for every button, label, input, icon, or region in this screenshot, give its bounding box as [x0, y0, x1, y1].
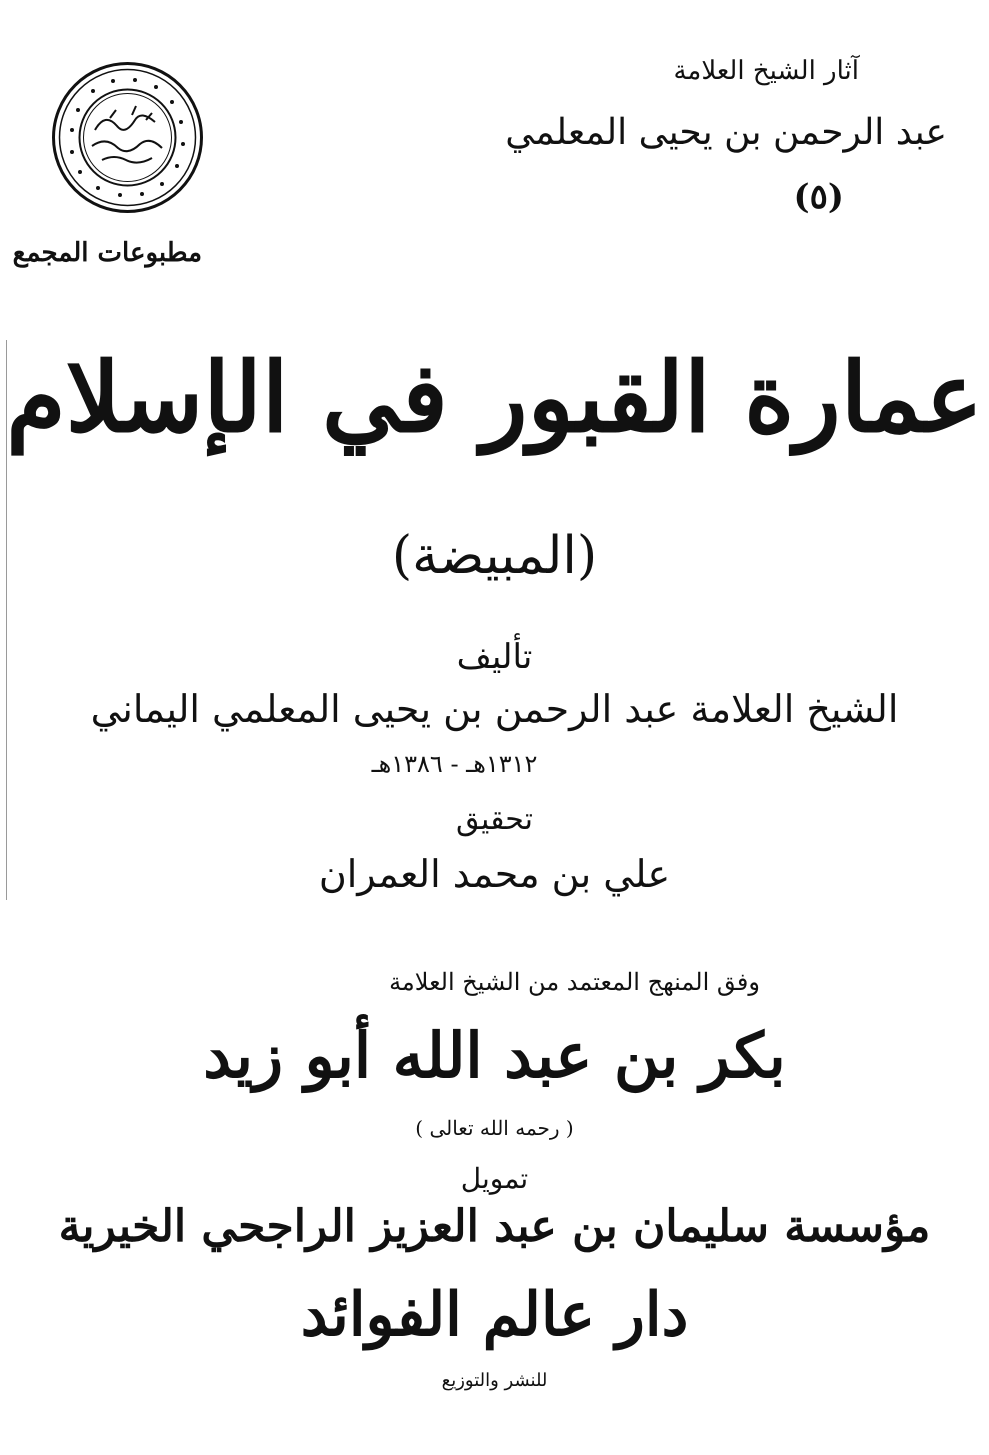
foundation-name: مؤسسة سليمان بن عبد العزيز الراجحي الخيرية — [58, 1201, 931, 1252]
funding-label: تمويل — [460, 1162, 529, 1195]
editing-label: تحقيق — [456, 802, 533, 837]
book-title: عمارة القبور في الإسلام — [6, 341, 983, 454]
book-subtitle: (المبيضة) — [391, 526, 598, 586]
series-author: عبد الرحمن بن يحيى المعلمي — [505, 112, 947, 153]
series-label: آثار الشيخ العلامة — [673, 56, 859, 86]
publisher-tagline: للنشر والتوزيع — [441, 1370, 548, 1391]
academy-seal-icon — [50, 60, 205, 215]
authorship-label: تأليف — [456, 637, 533, 677]
author-dates: ١٣١٢هـ - ١٣٨٦هـ — [371, 750, 538, 778]
seal-caption: مطبوعات المجمع — [12, 238, 202, 268]
series-number: (٥) — [793, 177, 844, 217]
prayer-text: ( رحمه الله تعالى ) — [415, 1116, 574, 1140]
editor-name: علي بن محمد العمران — [318, 852, 671, 896]
method-line: وفق المنهج المعتمد من الشيخ العلامة — [389, 968, 760, 996]
author-name: الشيخ العلامة عبد الرحمن بن يحيى المعلمي اليماني — [90, 687, 899, 731]
publisher-name: دار عالم الفوائد — [300, 1280, 689, 1350]
scholar-name: بكر بن عبد الله أبو زيد — [203, 1019, 786, 1092]
